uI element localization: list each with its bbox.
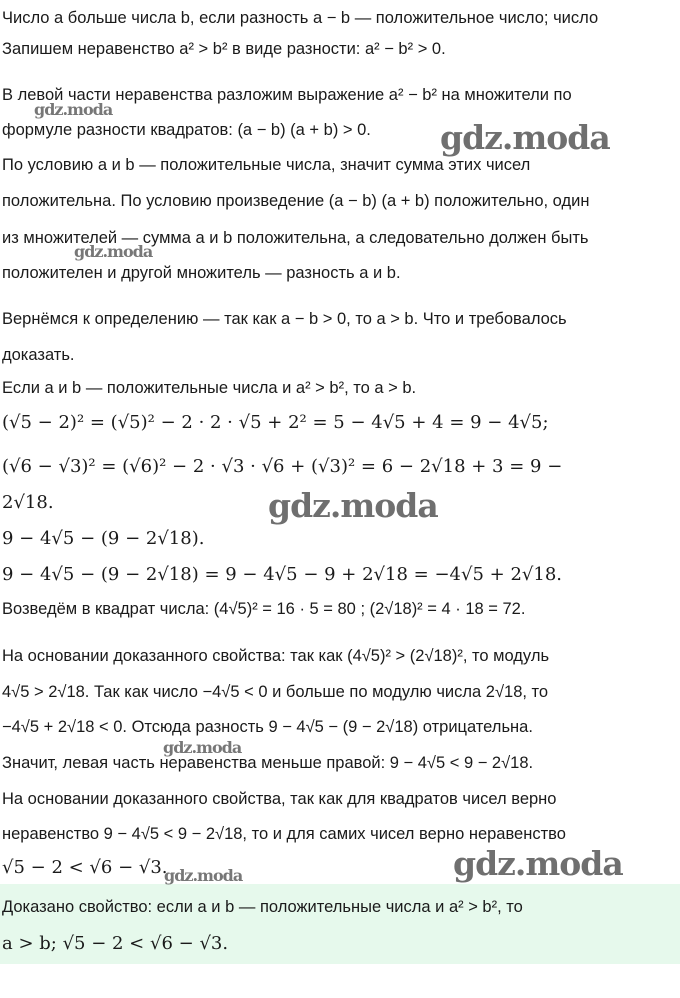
equation-line: (√6 − √3)² = (√6)² − 2 · √3 · √6 + (√3)² = 6 − 2√18 + 3 = 9 − xyxy=(2,456,563,477)
text-line: В левой части неравенства разложим выражение a² − b² на множители по xyxy=(2,86,572,104)
text-line: формуле разности квадратов: (a − b) (a + b) > 0. xyxy=(2,121,371,139)
text-line: Возведём в квадрат числа: (4√5)² = 16 · 5 = 80 ; (2√18)² = 4 · 18 = 72. xyxy=(2,600,526,618)
watermark: gdz.moda xyxy=(164,866,243,885)
text-line: −4√5 + 2√18 < 0. Отсюда разность 9 − 4√5 − (9 − 2√18) отрицательна. xyxy=(2,718,533,736)
text-line: Значит, левая часть неравенства меньше правой: 9 − 4√5 < 9 − 2√18. xyxy=(2,754,534,772)
text-line: Вернёмся к определению — так как a − b > 0, то a > b. Что и требовалось xyxy=(2,310,567,328)
watermark: gdz.moda xyxy=(163,738,242,757)
equation-line: (√5 − 2)² = (√5)² − 2 · 2 · √5 + 2² = 5 − 4√5 + 4 = 9 − 4√5; xyxy=(2,412,549,433)
equation-line: 9 − 4√5 − (9 − 2√18) = 9 − 4√5 − 9 + 2√18 = −4√5 + 2√18. xyxy=(2,564,562,585)
watermark: gdz.moda xyxy=(74,242,153,261)
text-line: из множителей — сумма a и b положительна, а следовательно должен быть xyxy=(2,229,589,247)
conclusion-line: Доказано свойство: если a и b — положительные числа и a² > b², то xyxy=(2,898,523,916)
watermark: gdz.moda xyxy=(453,844,623,883)
text-line: 4√5 > 2√18. Так как число −4√5 < 0 и больше по модулю числа 2√18, то xyxy=(2,683,549,701)
equation-line: 2√18. xyxy=(2,492,54,513)
text-line: На основании доказанного свойства, так как для квадратов чисел верно xyxy=(2,790,557,808)
equation-line: √5 − 2 < √6 − √3. xyxy=(2,857,168,878)
text-line: По условию a и b — положительные числа, значит сумма этих чисел xyxy=(2,156,531,174)
equation-line: 9 − 4√5 − (9 − 2√18). xyxy=(2,528,205,549)
text-line: положителен и другой множитель — разность a и b. xyxy=(2,264,401,282)
conclusion-line: a > b; √5 − 2 < √6 − √3. xyxy=(2,933,229,954)
watermark: gdz.moda xyxy=(268,486,438,525)
text-line: доказать. xyxy=(2,346,75,364)
text-line: Если a и b — положительные числа и a² > b², то a > b. xyxy=(2,379,417,397)
text-line: положительна. По условию произведение (a − b) (a + b) положительно, один xyxy=(2,192,590,210)
watermark: gdz.moda xyxy=(440,118,610,157)
text-line: На основании доказанного свойства: так как (4√5)² > (2√18)², то модуль xyxy=(2,647,550,665)
watermark: gdz.moda xyxy=(34,100,113,119)
text-line: неравенство 9 − 4√5 < 9 − 2√18, то и для самих чисел верно неравенство xyxy=(2,825,566,843)
text-line: Число a больше числа b, если разность a − b — положительное число; число xyxy=(2,9,599,27)
text-line: Запишем неравенство a² > b² в виде разности: a² − b² > 0. xyxy=(2,40,446,58)
